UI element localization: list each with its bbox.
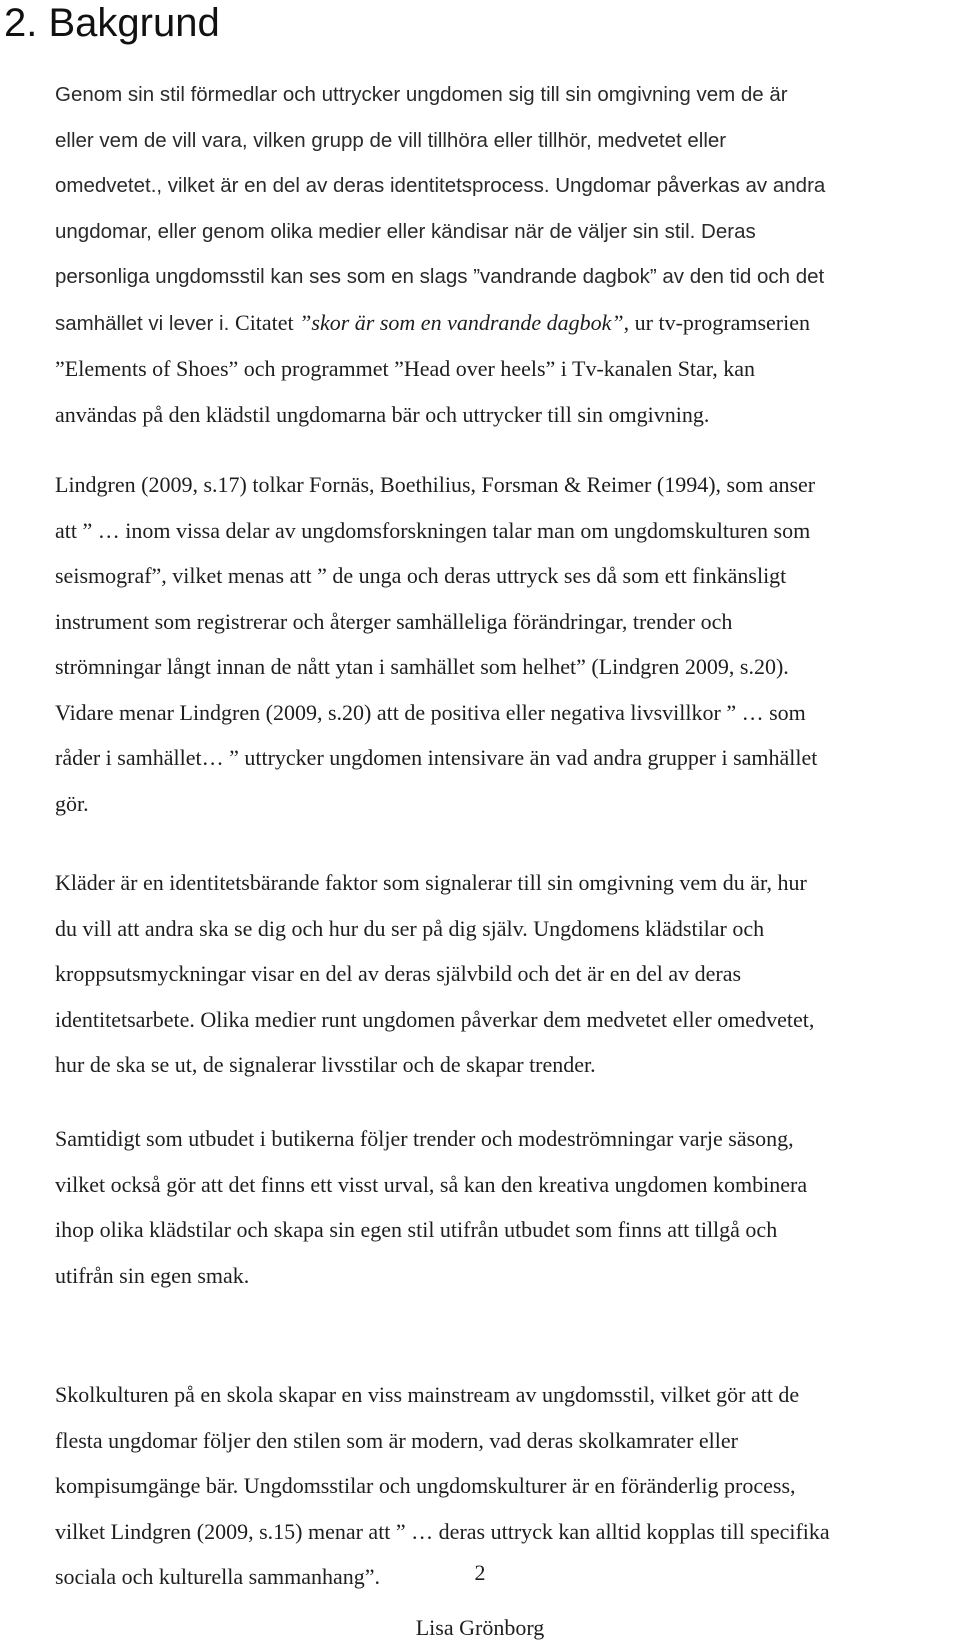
text-line: utifrån sin egen smak. [55,1262,250,1288]
text-line: flesta ungdomar följer den stilen som är modern, vad deras skolkamrater eller [55,1427,738,1453]
text-line: Lindgren (2009, s.17) tolkar Fornäs, Boethilius, Forsman & Reimer (1994), som anser [55,472,816,497]
text-line: Genom sin stil förmedlar och uttrycker ungdomen sig till sin omgivning vem de är [55,83,788,106]
text-line: hur de ska se ut, de signalerar livsstilar och de skapar trender. [55,1052,596,1077]
text-line: Vidare menar Lindgren (2009, s.20) att de positiva eller negativa livsvillkor ” … som [55,699,806,725]
text-line: eller vem de vill vara, vilken grupp de vill tillhöra eller tillhör, medvetet eller [55,128,727,152]
text-line: ihop olika klädstilar och skapa sin egen stil utifrån utbudet som finns att tillgå och [55,1217,778,1242]
text-segment: Citatet [235,309,300,335]
paragraph-3 [55,860,950,1088]
text-line: strömningar långt innan de nått ytan i samhället som helhet” (Lindgren 2009, s.20). [55,654,789,679]
text-line: personliga ungdomsstil kan ses som en slags ”vandrande dagbok” av den tid och det [55,265,825,288]
text-line: instrument som registrerar och återger samhälleliga förändringar, trender och [55,608,733,634]
text-segment: samhället vi lever i. [55,311,236,335]
text-line: sociala och kulturella sammanhang”. [55,1564,380,1589]
text-line: Kläder är en identitetsbärande faktor som signalerar till sin omgivning vem du är, hur [55,870,807,895]
text-line: Skolkulturen på en skola skapar en viss mainstream av ungdomsstil, vilket gör att de [55,1382,800,1407]
page-number: 2 [474,1560,486,1585]
author-footer: Lisa Grönborg [415,1615,545,1640]
text-line: du vill att andra ska se dig och hur du ser på dig själv. Ungdomens klädstilar och [55,915,765,941]
text-line: Samtidigt som utbudet i butikerna följer trender och modeströmningar varje säsong, [55,1126,794,1151]
text-line: råder i samhället… ” uttrycker ungdomen intensivare än vad andra grupper i samhället [55,745,818,770]
text-line: vilket Lindgren (2009, s.15) menar att ” … deras uttryck kan alltid kopplas till specifika [55,1518,830,1544]
section-heading: 2. Bakgrund [4,1,220,45]
text-line: vilket också gör att det finns ett visst urval, så kan den kreativa ungdomen kombinera [55,1171,808,1197]
text-line: kompisumgänge bär. Ungdomsstilar och ungdomskulturer är en föränderlig process, [55,1473,796,1498]
paragraph-4 [55,1116,950,1298]
text-line: gör. [55,790,89,816]
text-line [55,300,950,347]
text-line: kroppsutsmyckningar visar en del av deras självbild och det är en del av deras [55,961,742,986]
text-line: användas på den klädstil ungdomarna bär och uttrycker till sin omgivning. [55,401,710,427]
italic-quote: ”skor är som en vandrande dagbok” [299,309,624,335]
paragraph-2 [55,462,950,826]
text-line: omedvetet., vilket är en del av deras identitetsprocess. Ungdomar påverkas av andra [55,174,826,197]
text-segment: , ur tv-programserien [623,309,810,335]
text-line: identitetsarbete. Olika medier runt ungdomen påverkar dem medvetet eller omedvetet, [55,1006,815,1032]
paragraph-1 [55,72,950,437]
text-line: att ” … inom vissa delar av ungdomsforskningen talar man om ungdomskulturen som [55,517,811,543]
text-line: ”Elements of Shoes” och programmet ”Head over heels” i Tv-kanalen Star, kan [55,356,756,381]
text-line: ungdomar, eller genom olika medier eller kändisar när de väljer sin stil. Deras [55,219,756,243]
text-line: seismograf”, vilket menas att ” de unga och deras uttryck ses då som ett finkänsligt [55,563,787,588]
